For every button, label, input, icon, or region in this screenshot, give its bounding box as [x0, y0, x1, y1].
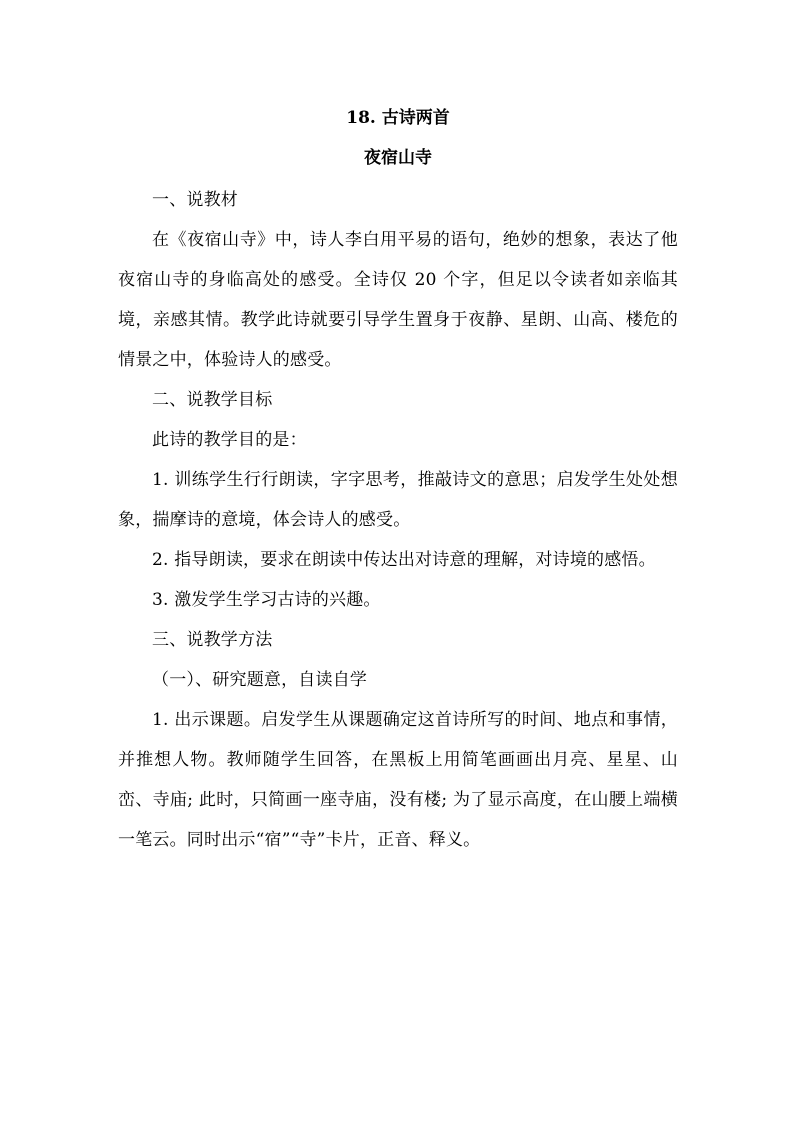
lesson-title: 18. 古诗两首 — [346, 108, 450, 128]
paragraph-goals-intro: 此诗的教学目的是： — [152, 430, 307, 450]
document-body — [118, 96, 678, 860]
list-item-goal-3: 3. 激发学生学习古诗的兴趣。 — [152, 590, 381, 610]
subsection-heading-study-title: （一）、研究题意，自读自学 — [152, 670, 368, 690]
section-heading-teaching-goals: 二、说教学目标 — [152, 390, 273, 410]
list-item-method-1: 1. 出示课题。启发学生从课题确定这首诗所写的时间、地点和事情，并推想人物。教师随学生回答，在黑板上用简笔画画出月亮、星星、山峦、寺庙; 此时，只简画一座寺庙，没有楼; 为了显示高度，在山腰上端横一笔云。同时出示“宿”“寺”卡片，正音、释义。 — [118, 710, 678, 850]
poem-title: 夜宿山寺 — [364, 148, 432, 168]
paragraph-textbook-description: 在《夜宿山寺》中，诗人李白用平易的语句，绝妙的想象，表达了他夜宿山寺的身临高处的感受。全诗仅 20 个字，但足以令读者如亲临其境，亲感其情。教学此诗就要引导学生置身于夜静、星朗、山高、楼危的情景之中，体验诗人的感受。 — [118, 230, 678, 370]
section-heading-textbook: 一、说教材 — [152, 190, 238, 210]
list-item-goal-1: 1. 训练学生行行朗读，字字思考，推敲诗文的意思；启发学生处处想象，揣摩诗的意境，体会诗人的感受。 — [118, 470, 678, 530]
list-item-goal-2: 2. 指导朗读，要求在朗读中传达出对诗意的理解，对诗境的感悟。 — [152, 550, 656, 570]
section-heading-teaching-methods: 三、说教学方法 — [152, 630, 273, 650]
